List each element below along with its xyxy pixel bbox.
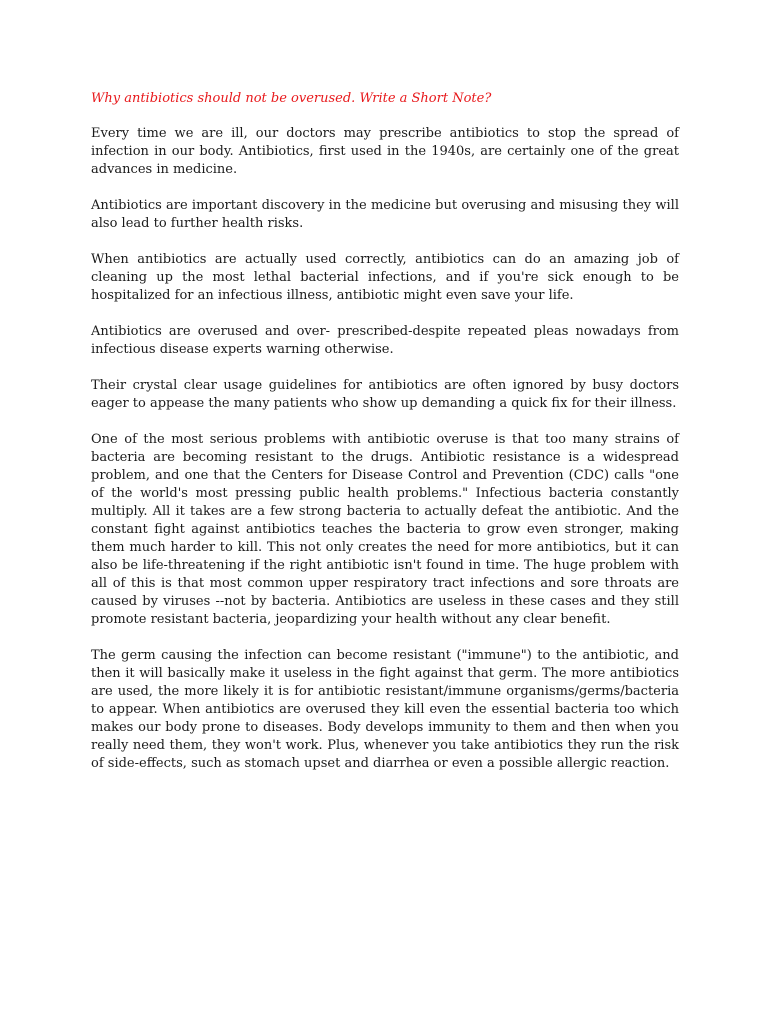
paragraph-5: Their crystal clear usage guidelines for antibiotics are often ignored by busy doctors eager to appease the many patients who show up demanding a quick fix for their illness.: [91, 378, 679, 411]
paragraph-2: Antibiotics are important discovery in the medicine but overusing and misusing they will also lead to further health risks.: [91, 198, 679, 231]
document-title: Why antibiotics should not be overused. Write a Short Note?: [91, 91, 492, 106]
paragraph-1: Every time we are ill, our doctors may prescribe antibiotics to stop the spread of infection in our body. Antibiotics, first used in the 1940s, are certainly one of the great advances in medicine.: [91, 126, 679, 177]
paragraph-7: The germ causing the infection can become resistant ("immune") to the antibiotic, and then it will basically make it useless in the fight against that germ. The more antibiotics are used, the more likely it is for antibiotic resistant/immune organisms/germs/bacteria to appear. When antibiotics are overused they kill even the essential bacteria too which makes our body prone to diseases. Body develops immunity to them and then when you really need them, they won't work. Plus, whenever you take antibiotics they run the risk of side-effects, such as stomach upset and diarrhea or even a possible allergic reaction.: [91, 648, 679, 771]
paragraph-3: When antibiotics are actually used correctly, antibiotics can do an amazing job of cleaning up the most lethal bacterial infections, and if you're sick enough to be hospitalized for an infectious illness, antibiotic might even save your life.: [91, 252, 679, 303]
paragraph-4: Antibiotics are overused and over- prescribed-despite repeated pleas nowadays from infectious disease experts warning otherwise.: [91, 324, 679, 357]
paragraph-6: One of the most serious problems with antibiotic overuse is that too many strains of bacteria are becoming resistant to the drugs. Antibiotic resistance is a widespread problem, and one that the Centers for Disease Control and Prevention (CDC) calls "one of the world's most pressing public health problems." Infectious bacteria constantly multiply. All it takes are a few strong bacteria to actually defeat the antibiotic. And the constant fight against antibiotics teaches the bacteria to grow even stronger, making them much harder to kill. This not only creates the need for more antibiotics, but it can also be life-threatening if the right antibiotic isn't found in time. The huge problem with all of this is that most common upper respiratory tract infections and sore throats are caused by viruses --not by bacteria. Antibiotics are useless in these cases and they still promote resistant bacteria, jeopardizing your health without any clear benefit.: [91, 432, 679, 627]
document-page: [91, 90, 679, 791]
